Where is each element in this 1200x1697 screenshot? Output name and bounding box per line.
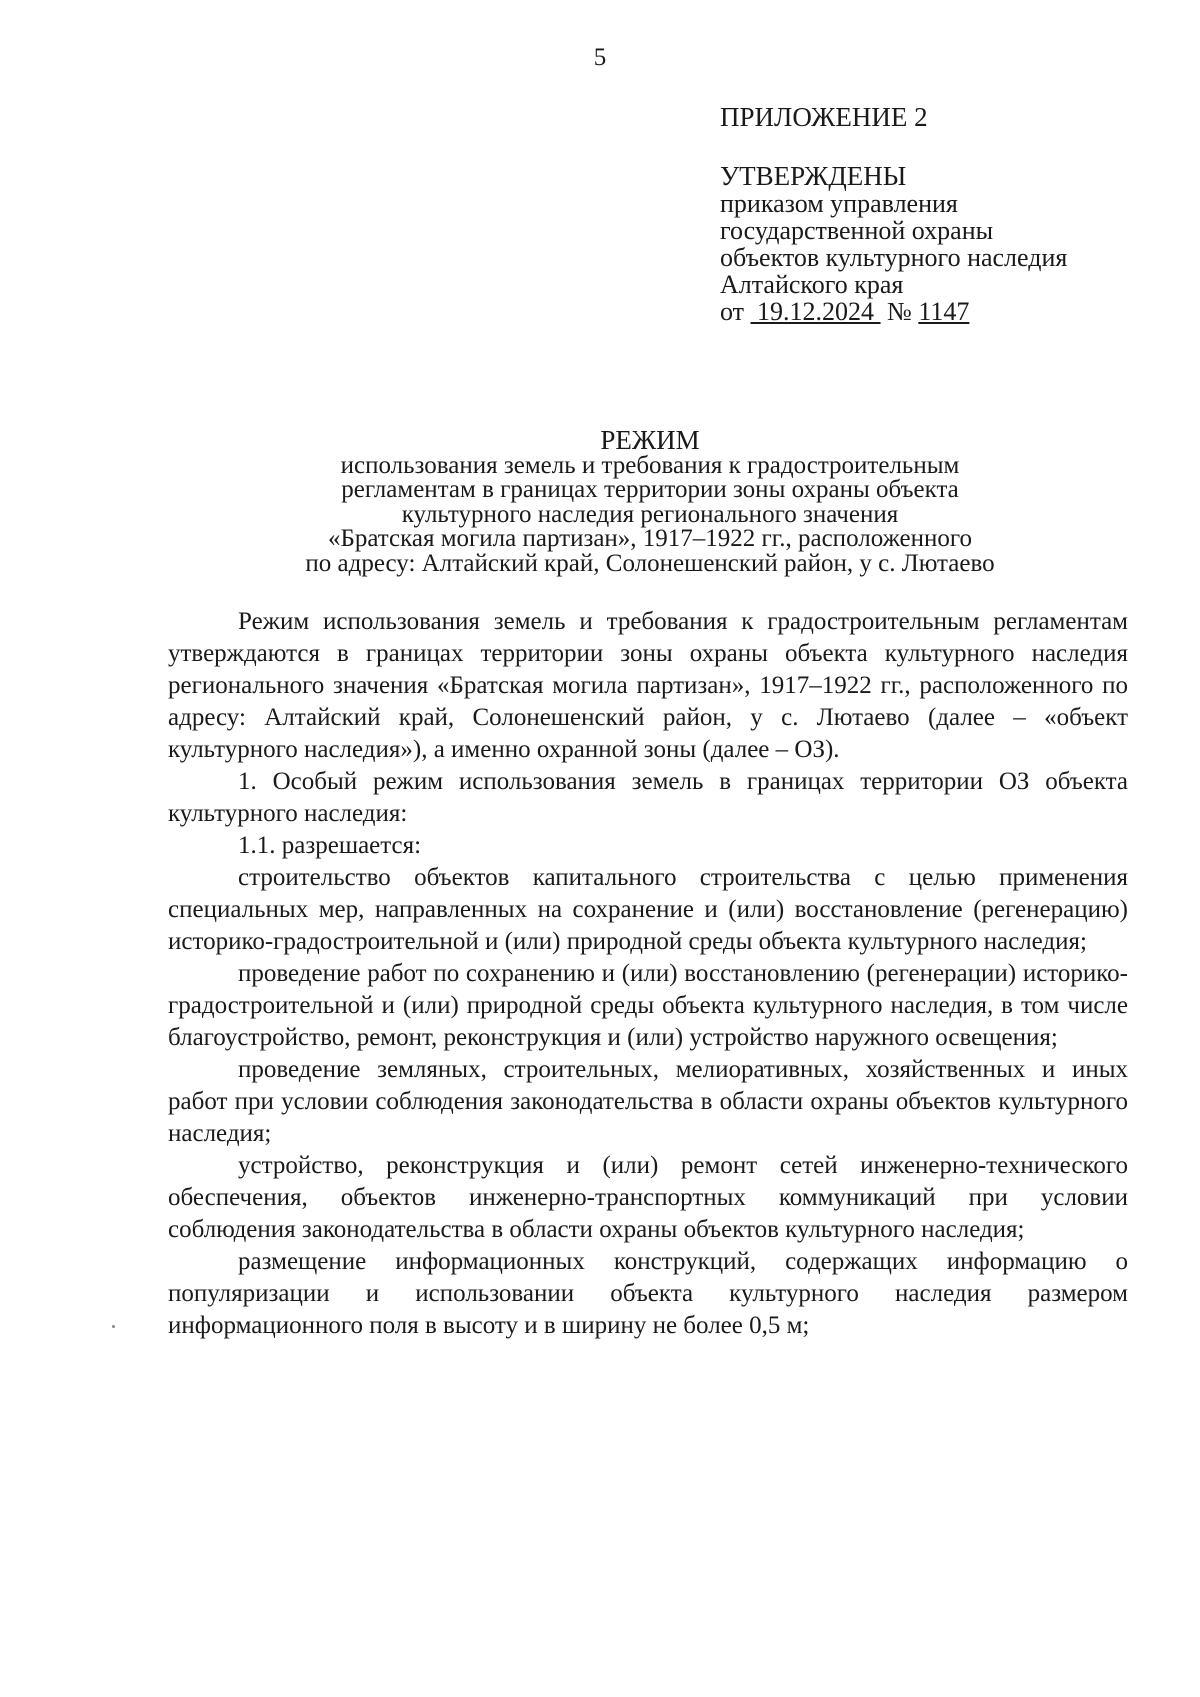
- scan-speck: [112, 1325, 115, 1328]
- document-body: [168, 606, 1128, 1342]
- order-date: 19.12.2024: [757, 297, 875, 326]
- title-line: использования земель и требования к градостроительным: [340, 451, 960, 479]
- appendix-label: ПРИЛОЖЕНИЕ 2: [720, 102, 928, 132]
- list-item: проведение земляных, строительных, мелиоративных, хозяйственных и иных работ при условии соблюдения законодательства в области охраны объектов культурного наследия;: [168, 1056, 1128, 1147]
- title-line: культурного наследия регионального значения: [401, 500, 899, 528]
- title-line: по адресу: Алтайский край, Солонешенский район, у с. Лютаево: [305, 549, 995, 577]
- approval-line: приказом управления: [720, 189, 958, 218]
- title-line: «Братская могила партизан», 1917–1922 гг., расположенного: [327, 525, 973, 552]
- document-title-block: [200, 425, 1100, 577]
- section-1-paragraph: 1. Особый режим использования земель в границах территории ОЗ объекта культурного наследия:: [168, 768, 1128, 827]
- approval-line: объектов культурного наследия: [720, 243, 1068, 272]
- approval-block: [720, 104, 1180, 325]
- approval-line: государственной охраны: [720, 216, 994, 245]
- date-prefix: от: [720, 297, 745, 326]
- approved-label: УТВЕРЖДЕНЫ: [720, 161, 907, 191]
- approval-line: Алтайского края: [720, 270, 904, 299]
- page-number: 5: [593, 44, 607, 71]
- list-item: проведение работ по сохранению и (или) восстановлению (регенерации) историко-градостроительной и (или) природной среды объекта культурного наследия, в том числе благоустройство, ремонт, реконструкция и (или) устройство наружного освещения;: [168, 960, 1128, 1051]
- order-date-line: [720, 298, 1180, 325]
- intro-paragraph: Режим использования земель и требования к градостроительным регламентам утверждаются в границах территории зоны охраны объекта культурного наследия регионального значения «Братская могила партизан», 1917–1922 гг., расположенного по адресу: Алтайский край, Солонешенский район, у с. Лютаево (далее – «объект культурного наследия»), а именно охранной зоны (далее – ОЗ).: [168, 608, 1128, 763]
- list-item: размещение информационных конструкций, содержащих информацию о популяризации и использовании объекта культурного наследия размером информационного поля в высоту и в ширину не более 0,5 м;: [168, 1248, 1128, 1339]
- section-1-1-heading: 1.1. разрешается:: [238, 832, 422, 859]
- title-line: регламентам в границах территории зоны охраны объекта: [341, 476, 959, 503]
- list-item: устройство, реконструкция и (или) ремонт сетей инженерно-технического обеспечения, объектов инженерно-транспортных коммуникаций при условии соблюдения законодательства в области охраны объектов культурного наследия;: [168, 1152, 1128, 1243]
- order-number: 1147: [918, 297, 970, 326]
- list-item: строительство объектов капитального строительства с целью применения специальных мер, направленных на сохранение и (или) восстановление (регенерацию) историко-градостроительной и (или) природной среды объекта культурного наследия;: [168, 864, 1128, 955]
- document-heading: РЕЖИМ: [600, 425, 700, 455]
- number-prefix: №: [887, 297, 912, 326]
